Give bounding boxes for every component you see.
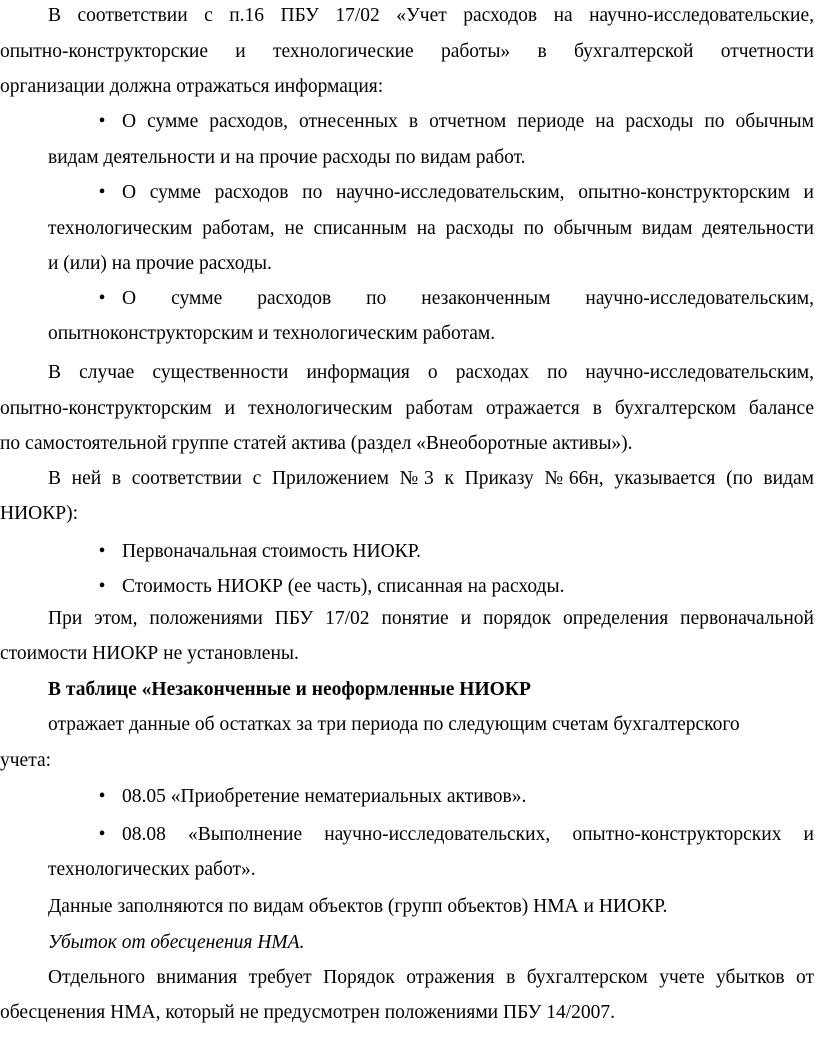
paragraph-line: опытно-конструкторские и технологические работы» в бухгалтерской отчетности — [0, 41, 814, 62]
paragraph-line: Отдельного внимания требует Порядок отражения в бухгалтерском учете убытков от — [48, 967, 814, 988]
bullet-icon: • — [98, 288, 106, 309]
bullet-icon: • — [98, 824, 106, 845]
paragraph-line: стоимости НИОКР не установлены. — [0, 643, 299, 664]
list-item-line: технологических работ». — [48, 859, 256, 880]
bullet-icon: • — [98, 786, 106, 807]
paragraph-line: Данные заполняются по видам объектов (групп объектов) НМА и НИОКР. — [48, 896, 668, 917]
paragraph-line: отражает данные об остатках за три периода по следующим счетам бухгалтерского — [48, 714, 740, 735]
bullet-icon: • — [98, 111, 106, 132]
bullet-icon: • — [98, 576, 106, 597]
paragraph-line: При этом, положениями ПБУ 17/02 понятие и порядок определения первоначальной — [48, 608, 814, 629]
bullet-icon: • — [98, 182, 106, 203]
list-item-line: и (или) на прочие расходы. — [48, 253, 272, 274]
list-item-line: Первоначальная стоимость НИОКР. — [122, 541, 421, 562]
paragraph-line: В ней в соответствии с Приложением №3 к Приказу №66н, указывается (по видам — [48, 468, 814, 489]
italic-heading: Убыток от обесценения НМА. — [48, 932, 305, 953]
paragraph-line: опытно-конструкторским и технологическим работам отражается в бухгалтерском балансе — [0, 398, 814, 419]
paragraph-line: В случае существенности информация о расходах по научно-исследовательским, — [48, 362, 814, 383]
list-item-line: 08.05 «Приобретение нематериальных активов». — [122, 786, 527, 807]
paragraph-line: по самостоятельной группе статей актива (раздел «Внеоборотные активы»). — [0, 433, 633, 454]
list-item-line: технологическим работам, не списанным на расходы по обычным видам деятельности — [48, 218, 814, 239]
bullet-icon: • — [98, 541, 106, 562]
list-item-line: видам деятельности и на прочие расходы по видам работ. — [48, 147, 526, 168]
list-item-line: Стоимость НИОКР (ее часть), списанная на расходы. — [122, 576, 565, 597]
paragraph-line: В соответствии с п.16 ПБУ 17/02 «Учет расходов на научно-исследовательские, — [48, 5, 814, 26]
list-item-line: опытноконструкторским и технологическим работам. — [48, 323, 496, 344]
list-item-line: О сумме расходов, отнесенных в отчетном периоде на расходы по обычным — [122, 111, 814, 132]
list-item-line: О сумме расходов по незаконченным научно-исследовательским, — [122, 288, 814, 309]
paragraph-line: учета: — [0, 750, 52, 771]
paragraph-line: обесценения НМА, который не предусмотрен положениями ПБУ 14/2007. — [0, 1002, 616, 1023]
list-item-line: О сумме расходов по научно-исследовательским, опытно-конструкторским и — [122, 182, 814, 203]
list-item-line: 08.08 «Выполнение научно-исследовательских, опытно-конструкторских и — [122, 824, 814, 845]
section-heading: В таблице «Незаконченные и неоформленные НИОКР — [48, 679, 531, 700]
paragraph-line: организации должна отражаться информация: — [0, 76, 384, 97]
paragraph-line: НИОКР): — [0, 503, 79, 524]
